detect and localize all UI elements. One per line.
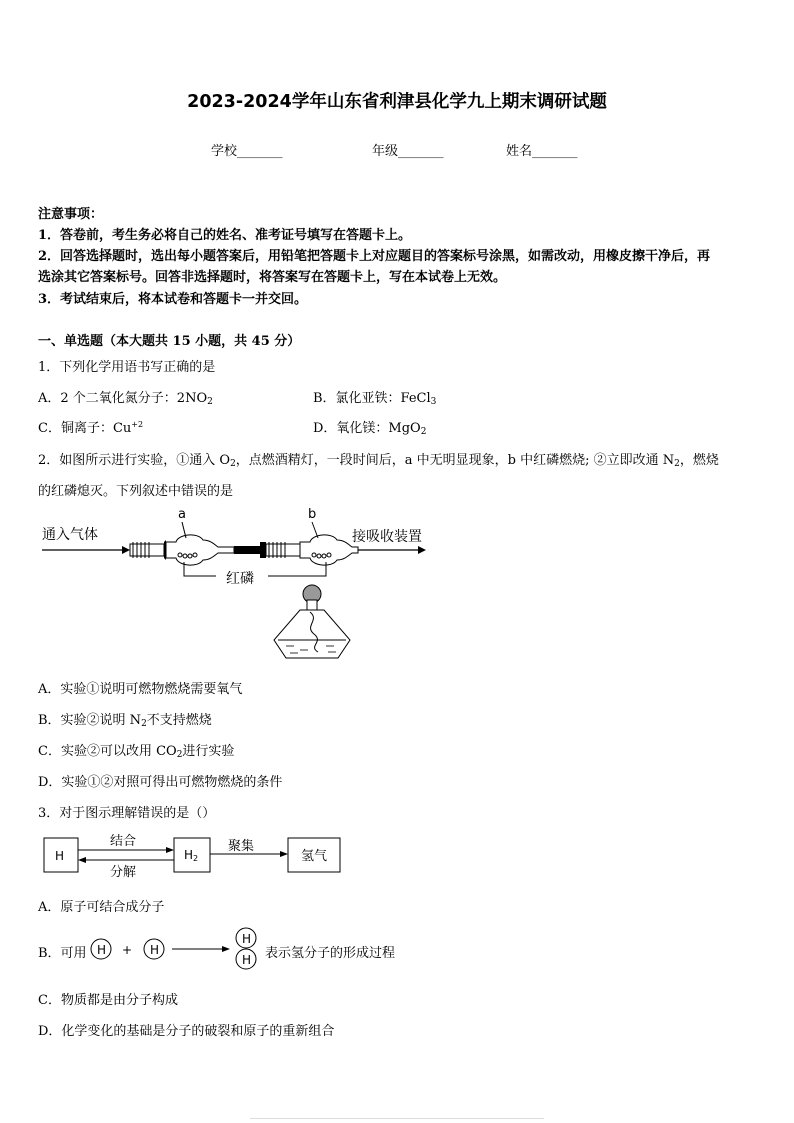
q2-option-d: D．实验①②对照可得出可燃物燃烧的条件 <box>38 775 283 790</box>
q2-option-b <box>38 709 212 729</box>
q2-option-a: A．实验①说明可燃物燃烧需要氧气 <box>38 682 243 697</box>
fig-tube2-stopper <box>266 544 300 556</box>
notice-item-2b: 选涂其它答案标号。回答非选择题时，将答案写在答题卡上，写在本试卷上无效。 <box>38 270 507 285</box>
q3-option-d: D．化学变化的基础是分子的破裂和原子的重新组合 <box>38 1024 335 1039</box>
q1-b-sub: 3 <box>430 397 437 407</box>
notice-item-2a: 2．回答选择题时，选出每小题答案后，用铅笔把答题卡上对应题目的答案标号涂黑，如需改动，用橡皮擦干净后，再 <box>38 249 711 264</box>
fig-label-b: b <box>308 507 317 522</box>
q2-stem-1a: 2．如图所示进行实验，①通入 O <box>38 453 231 468</box>
q1-d-sub: 2 <box>420 427 427 437</box>
formation-arrowhead <box>222 946 230 952</box>
diagram-box-h2-label: H2 <box>184 848 199 863</box>
name-field: 姓名_______ <box>506 144 578 159</box>
q2-stem-line1 <box>38 449 719 469</box>
q2-c-text1: C．实验②可以改用 CO <box>38 744 177 759</box>
q2-b-sub: 2 <box>141 719 147 729</box>
fig-tube2-bulb <box>300 535 358 565</box>
fig-lamp-wick-holder <box>307 600 317 610</box>
grade-field: 年级_______ <box>372 144 444 159</box>
experiment-apparatus-figure <box>38 500 458 670</box>
fig-output-arrowhead <box>418 546 426 554</box>
school-field: 学校_______ <box>211 144 283 159</box>
q1-c-sup: +2 <box>131 420 144 429</box>
diagram-decompose-label: 分解 <box>110 865 137 880</box>
q3-option-c: C．物质都是由分子构成 <box>38 993 178 1008</box>
q1-c-text: C．铜离子：Cu <box>38 421 132 436</box>
q1-a-text: A．2 个二氧化氮分子：2NO <box>38 391 208 406</box>
q1-b-text: B．氯化亚铁：FeCl <box>313 391 431 406</box>
q1-option-a <box>38 387 213 407</box>
hydrogen-diagram <box>38 826 358 882</box>
hydrogen-molecule-formation <box>88 926 268 972</box>
h2-atom-bottom-label: H <box>242 953 252 967</box>
q2-b-text2: 不支持燃烧 <box>146 713 212 728</box>
fig-phosphorus-label: 红磷 <box>226 571 254 587</box>
q3-stem: 3．对于图示理解错误的是（） <box>38 806 216 821</box>
diagram-gather-arrowhead <box>280 851 288 857</box>
plus-sign: + <box>122 943 133 957</box>
fig-input-label: 通入气体 <box>42 527 98 543</box>
q1-option-c <box>38 417 143 436</box>
q1-stem: 1．下列化学用语书写正确的是 <box>38 360 216 375</box>
q2-c-text2: 进行实验 <box>182 744 235 759</box>
diagram-gather-label: 聚集 <box>228 839 255 854</box>
fig-input-arrowhead <box>122 546 130 554</box>
q2-c-sub: 2 <box>176 750 183 760</box>
diagram-box-hydrogen-gas-label: 氢气 <box>301 849 328 864</box>
fig-tube1-stopper <box>130 544 164 556</box>
q2-b-text1: B．实验②说明 N <box>38 713 142 728</box>
q2-stem-1b: ，点燃酒精灯，一段时间后，a 中无明显现象，b 中红磷燃烧; ②立即改通 N <box>235 453 675 468</box>
fig-connector <box>234 546 260 554</box>
q1-a-sub: 2 <box>207 397 213 407</box>
q1-option-d <box>313 417 426 437</box>
diagram-box-h-label: H <box>55 849 65 863</box>
diagram-decompose-arrowhead <box>78 857 86 863</box>
fig-output-label: 接吸收装置 <box>352 529 422 545</box>
fig-label-a: a <box>178 507 186 522</box>
q3-option-a: A．原子可结合成分子 <box>38 900 165 915</box>
q1-option-b <box>313 387 436 407</box>
q2-stem-1c: ，燃烧 <box>679 453 719 468</box>
fig-label-b-pointer <box>312 522 318 538</box>
notice-heading: 注意事项： <box>38 207 104 222</box>
h-atom-1-label: H <box>97 943 107 957</box>
q3-option-b-suffix: 表示氢分子的形成过程 <box>265 946 396 961</box>
diagram-combine-label: 结合 <box>110 834 137 849</box>
section-heading: 一、单选题（本大题共 15 小题，共 45 分） <box>38 334 301 349</box>
fig-tube1-bulb <box>166 535 234 565</box>
notice-item-3: 3．考试结束后，将本试卷和答题卡一并交回。 <box>38 292 308 307</box>
page-title: 2023-2024学年山东省利津县化学九上期末调研试题 <box>187 92 607 112</box>
q2-option-c <box>38 740 234 760</box>
fig-tube2-start <box>260 542 266 558</box>
q1-d-text: D．氧化镁：MgO <box>313 421 421 436</box>
q3-option-b-prefix: B．可用 <box>38 946 87 961</box>
h2-atom-top-label: H <box>242 932 252 946</box>
footer-divider <box>250 1118 544 1119</box>
notice-item-1: 1．答卷前，考生务必将自己的姓名、准考证号填写在答题卡上。 <box>38 228 412 243</box>
fig-lamp-body <box>274 610 350 658</box>
h-atom-2-label: H <box>150 943 160 957</box>
q2-stem-line2: 的红磷熄灭。下列叙述中错误的是 <box>38 484 234 499</box>
q2-n2-sub: 2 <box>674 459 680 469</box>
diagram-combine-arrowhead <box>166 847 174 853</box>
q2-o2-sub: 2 <box>230 459 236 469</box>
